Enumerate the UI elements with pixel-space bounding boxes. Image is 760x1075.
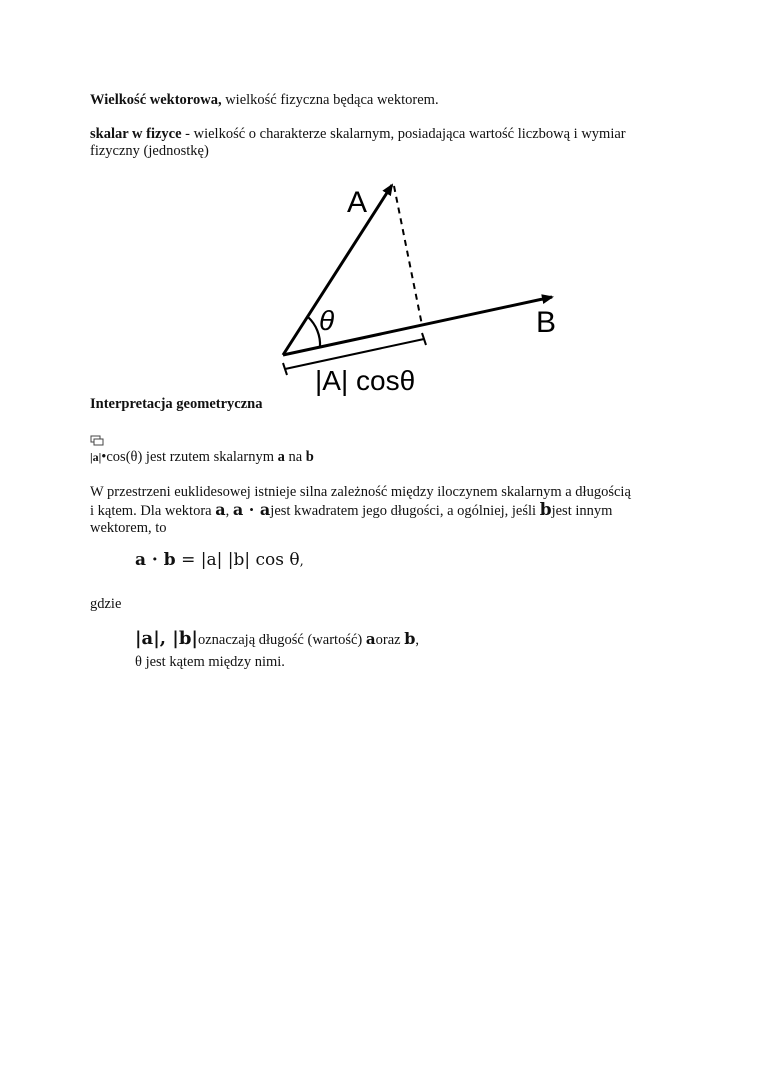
text-segment: oraz: [375, 632, 405, 648]
vector-a-arrow: [283, 185, 392, 355]
vector-b-symbol: b: [539, 500, 552, 520]
a-dot-a-expression: a · a: [232, 500, 271, 519]
vector-a-symbol: a: [365, 630, 376, 648]
text-segment: jest innym: [551, 503, 613, 519]
section-heading: Interpretacja geometryczna: [90, 396, 263, 412]
label-theta: θ: [319, 305, 335, 336]
projection-text: •cos(θ) jest rzutem skalarnym: [101, 449, 278, 465]
vector-projection-diagram: [270, 172, 570, 402]
definition-text-continued: fizyczny (jednostkę): [90, 143, 209, 159]
label-vector-b: B: [536, 306, 557, 339]
definition-text: - wielkość o charakterze skalarnym, posiadająca wartość liczbową i wymiar: [181, 126, 626, 142]
euclidean-paragraph: [90, 484, 631, 537]
definition-scalar: [90, 126, 626, 160]
definition-item-2: θ jest kątem między nimi.: [135, 654, 285, 670]
text-segment: oznaczają długość (wartość): [197, 632, 366, 648]
text-segment: ,: [415, 632, 419, 648]
formula-comma: ,: [299, 554, 304, 569]
definition-vector-quantity: [90, 92, 439, 109]
paragraph-line-2: [90, 501, 631, 520]
abs-a-b-expression: |a|, |b|: [135, 628, 198, 649]
projection-statement: [90, 449, 314, 466]
vector-b-symbol: b: [305, 449, 314, 465]
label-projection: |A| cosθ: [315, 365, 416, 396]
broken-image-icon: [90, 434, 104, 445]
formula-equals: =: [175, 550, 201, 570]
paragraph-line-1: W przestrzeni euklidesowej istnieje silna zależność między iloczynem skalarnym a długością: [90, 484, 631, 500]
projection-text-na: na: [284, 449, 306, 465]
definition-item-1: [135, 628, 419, 649]
term-vector-quantity: Wielkość wektorowa,: [90, 92, 222, 108]
vector-a-symbol: a: [277, 449, 285, 465]
dot-product-formula: [135, 550, 304, 570]
gdzie-label: gdzie: [90, 596, 122, 612]
formula-rhs: |a| |b| cos θ: [200, 550, 300, 570]
label-vector-a: A: [347, 186, 368, 219]
definition-text: wielkość fizyczna będąca wektorem.: [221, 92, 439, 108]
text-segment: i kątem. Dla wektora: [90, 503, 216, 519]
text-segment: jest kwadratem jego długości, a ogólniej, jeśli: [270, 503, 540, 519]
paragraph-line-3: wektorem, to: [90, 520, 167, 536]
projection-dashed-line: [394, 186, 422, 325]
formula-lhs: a · b: [135, 550, 176, 570]
term-scalar: skalar w fizyce: [90, 126, 182, 142]
vector-b-symbol: b: [404, 629, 416, 648]
abs-a-symbol: |a|: [90, 450, 102, 464]
vector-a-symbol: a: [215, 500, 226, 519]
text-segment: ,: [225, 503, 233, 519]
